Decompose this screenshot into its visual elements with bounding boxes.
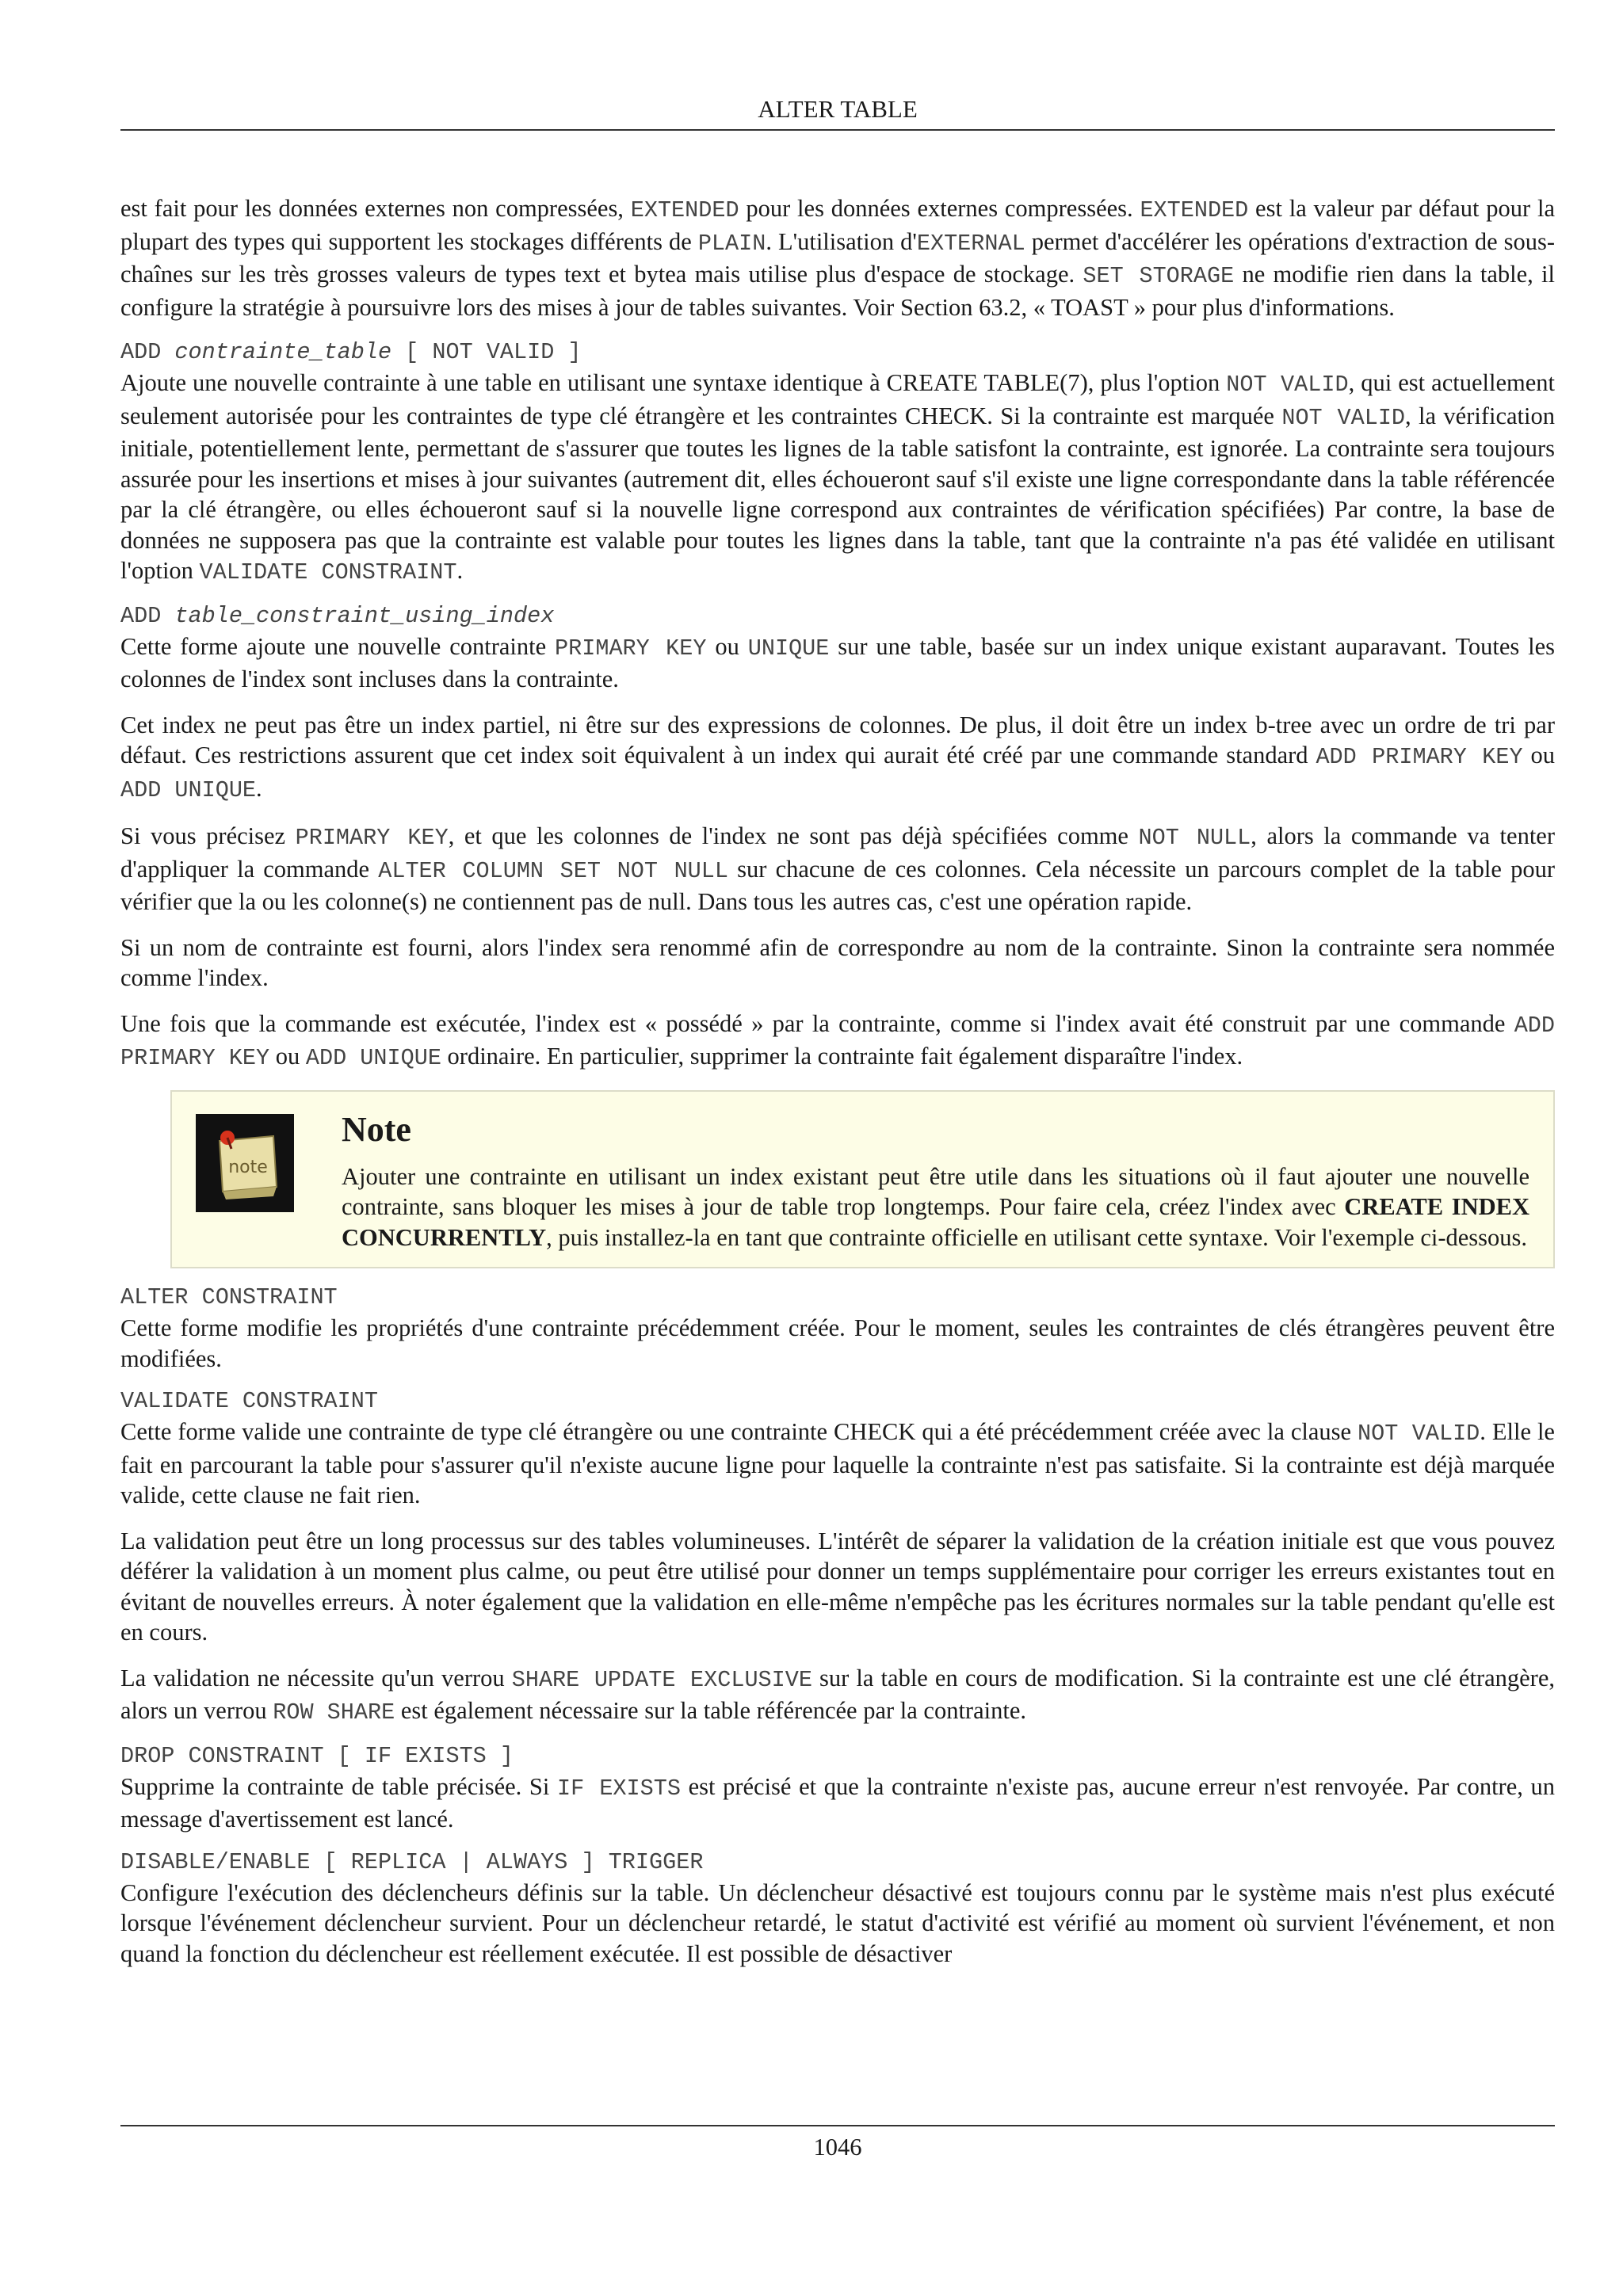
paragraph: Ajoute une nouvelle contrainte à une table en utilisant une syntaxe identique à CREATE TABLE(7), plus l'option NOT VALID, qui est actuellement seulement autorisée pour les contraintes de type clé étrangère et les contraintes CHECK. Si la contrainte est marquée NOT VALID, la vérification initiale, potentiellement lente, permettant de s'assurer que toutes les lignes de la table satisfont la contrainte, est ignorée. La contrainte sera toujours assurée pour les insertions et mises à jour suivantes (autrement dit, elles échoueront sauf s'il existe une ligne correspondante dans la table référencée par la clé étrangère, ou elles échoueront sauf si la nouvelle ligne correspond aux contraintes de vérification spécifiées) Par contre, la base de données ne supposera pas que la contrainte est valable pour toutes les lignes dans la table, tant que la contrainte n'a pas été validée en utilisant l'option VALIDATE CONSTRAINT. — [120, 369, 1555, 585]
paragraph: La validation ne nécessite qu'un verrou SHARE UPDATE EXCLUSIVE sur la table en cours de modification. Si la contrainte est une clé étrangère, alors un verrou ROW SHARE est également nécessaire sur la table référencée par la contrainte. — [120, 1664, 1555, 1726]
term-add-using-index: ADD table_constraint_using_index — [120, 602, 555, 629]
page-content — [120, 193, 1555, 1969]
term-validate-constraint: VALIDATE CONSTRAINT — [120, 1388, 378, 1414]
term-alter-constraint: ALTER CONSTRAINT — [120, 1284, 338, 1310]
def-drop-constraint — [120, 1772, 1555, 1835]
note-icon — [196, 1114, 294, 1212]
paragraph: Cette forme valide une contrainte de type clé étrangère ou une contrainte CHECK qui a été précédemment créée avec la clause NOT VALID. Elle le fait en parcourant la table pour s'assurer qu'il n'existe aucune ligne pour laquelle la contrainte n'est pas satisfaite. Si la contrainte est déjà marquée valide, cette clause ne fait rien. — [120, 1418, 1555, 1508]
paragraph: Cet index ne peut pas être un index partiel, ni être sur des expressions de colonnes. De plus, il doit être un index b-tree avec un ordre de tri par défaut. Ces restrictions assurent que cet index soit équivalent à un index qui aurait été créé par une commande standard ADD PRIMARY KEY ou ADD UNIQUE. — [120, 711, 1555, 803]
note-box — [170, 1090, 1555, 1269]
note-title: Note — [342, 1109, 411, 1149]
page-header: ALTER TABLE — [758, 95, 918, 123]
def-disable-enable-trigger — [120, 1878, 1555, 1970]
storage-paragraph: est fait pour les données externes non compressées, EXTENDED pour les données externes compressées. EXTENDED est la valeur par défaut pour la plupart des types qui supportent les stockages différents de PLAIN. L'utilisation d'EXTERNAL permet d'accélérer les opérations d'extraction de sous-chaînes sur les très grosses valeurs de types text et bytea mais utilise plus d'espace de stockage. SET STORAGE ne modifie rien dans la table, il configure la stratégie à poursuivre lors des mises à jour de tables suivantes. Voir Section 63.2, « TOAST » pour plus d'informations. — [120, 195, 1556, 321]
def-validate-constraint — [120, 1417, 1555, 1729]
paragraph: La validation peut être un long processus sur des tables volumineuses. L'intérêt de séparer la validation de la création initiale est que vous pouvez déférer la validation à un moment plus calme, ou peut être utilisé pour donner un temps supplémentaire pour corriger les erreurs existantes tout en évitant de nouvelles erreurs. À noter également que la validation en elle-même n'empêche pas les écritures normales sur la table pendant qu'elle est en cours. — [120, 1527, 1555, 1646]
def-alter-constraint — [120, 1313, 1555, 1374]
paragraph: Si vous précisez PRIMARY KEY, et que les colonnes de l'index ne sont pas déjà spécifiées comme NOT NULL, alors la commande va tenter d'appliquer la commande ALTER COLUMN SET NOT NULL sur chacune de ces colonnes. Cela nécessite un parcours complet de la table pour vérifier que la ou les colonne(s) ne contiennent pas de null. Dans tous les autres cas, c'est une opération rapide. — [120, 822, 1555, 915]
def-add-constraint — [120, 368, 1555, 589]
term-drop-constraint: DROP CONSTRAINT [ IF EXISTS ] — [120, 1742, 514, 1769]
paragraph: Une fois que la commande est exécutée, l'index est « possédé » par la contrainte, comme si l'index avait été construit par une commande ADD PRIMARY KEY ou ADD UNIQUE ordinaire. En particulier, supprimer la contrainte fait également disparaître l'index. — [120, 1009, 1555, 1071]
term-disable-enable-trigger: DISABLE/ENABLE [ REPLICA | ALWAYS ] TRIGGER — [120, 1848, 704, 1875]
paragraph: Supprime la contrainte de table précisée. Si IF EXISTS est précisé et que la contrainte n'existe pas, aucune erreur n'est renvoyée. Par contre, un message d'avertissement est lancé. — [120, 1772, 1555, 1833]
def-add-using-index — [120, 631, 1555, 1074]
note-text: Ajouter une contrainte en utilisant un index existant peut être utile dans les situations où il faut ajouter une nouvelle contrainte, sans bloquer les mises à jour de table trop longtemps. Pour faire cela, créez l'index avec CREATE INDEX CONCURRENTLY, puis installez-la en tant que contrainte officielle en utilisant cette syntaxe. Voir l'exemple ci-dessous. — [342, 1162, 1529, 1251]
paragraph: Cette forme ajoute une nouvelle contrainte PRIMARY KEY ou UNIQUE sur une table, basée sur un index unique existant auparavant. Toutes les colonnes de l'index sont incluses dans la contrainte. — [120, 632, 1555, 692]
page-number: 1046 — [813, 2134, 862, 2161]
note-body — [342, 1104, 1529, 1253]
footer-rule — [120, 2125, 1555, 2126]
term-add-constraint: ADD contrainte_table [ NOT VALID ] — [120, 339, 582, 365]
paragraph: Cette forme modifie les propriétés d'une contrainte précédemment créée. Pour le moment, seules les contraintes de clés étrangères peuvent être modifiées. — [120, 1314, 1555, 1372]
paragraph: Si un nom de contrainte est fourni, alors l'index sera renommé afin de correspondre au nom de la contrainte. Sinon la contrainte sera nommée comme l'index. — [120, 933, 1555, 991]
header-rule — [120, 129, 1555, 131]
paragraph: Configure l'exécution des déclencheurs définis sur la table. Un déclencheur désactivé est toujours connu par le système mais n'est plus exécuté lorsque l'événement déclencheur survient. Pour un déclencheur retardé, le statut d'activité est vérifié au moment où survient l'événement, et non quand la fonction du déclencheur est réellement exécutée. Il est possible de désactiver — [120, 1878, 1555, 1967]
svg-text:note: note — [228, 1157, 268, 1177]
